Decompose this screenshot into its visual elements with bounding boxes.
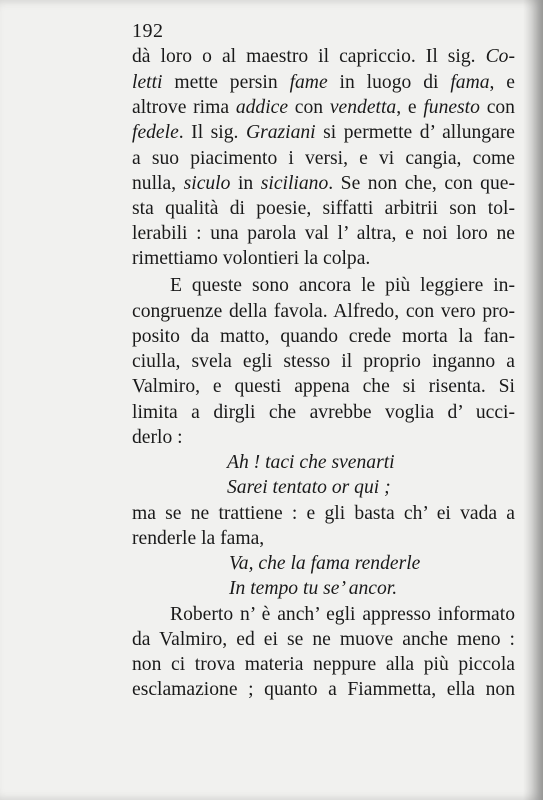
page-number: 192 (132, 20, 164, 42)
text-segment: ciulla, svela egli stesso il proprio inganno a (132, 351, 515, 372)
text-line-1 (132, 45, 515, 69)
text-line-7 (132, 197, 515, 221)
text-segment: renderle la fama, (132, 528, 265, 549)
text-segment: ma se ne trattiene : e gli basta ch’ ei vada a (132, 503, 515, 524)
verse-line-3: Va, che la fama renderle (229, 553, 421, 574)
text-segment: nulla, (132, 173, 184, 194)
text-line-4 (132, 121, 515, 145)
text-segment: derlo : (132, 427, 183, 448)
text-segment: E queste sono ancora le più leggiere in- (170, 275, 515, 296)
text-line-13 (132, 350, 515, 374)
text-segment: , e (396, 97, 424, 118)
text-segment: con (479, 97, 515, 118)
text-line-8 (132, 222, 515, 246)
text-line-3 (132, 96, 515, 120)
text-segment: Valmiro, e questi appena che si risenta. Si (132, 376, 515, 397)
text-segment: dà loro o al maestro il capriccio. Il sig. (132, 46, 486, 67)
text-line-9 (132, 247, 515, 271)
text-segment: in (230, 173, 261, 194)
text-segment-italic: fama (450, 72, 490, 93)
page-edge-shadow (523, 0, 543, 800)
text-segment: sta qualità di poesie, siffatti arbitrii son tol- (132, 198, 515, 219)
text-line-19 (132, 502, 515, 526)
text-segment-italic: fedele (132, 122, 179, 143)
text-segment-italic: vendetta (329, 97, 397, 118)
text-segment: con (288, 97, 330, 118)
text-segment: lerabili : una parola val l’ altra, e noi loro ne (132, 223, 515, 244)
text-line-11 (132, 300, 515, 324)
text-segment: si permette d’ allungare (315, 122, 516, 143)
text-segment: Roberto n’ è anch’ egli appresso informato (170, 604, 515, 625)
text-line-5 (132, 147, 515, 171)
text-segment: a suo piacimento i versi, e vi cangia, come (132, 148, 515, 169)
text-line-14 (132, 375, 515, 399)
text-segment-italic: siciliano (260, 173, 329, 194)
text-line-12 (132, 325, 515, 349)
text-segment: non ci trova materia neppure alla più piccola (132, 654, 515, 675)
text-segment: esclamazione ; quanto a Fiammetta, ella non (132, 679, 515, 700)
text-segment-italic: Graziani (245, 122, 316, 143)
text-line-23 (170, 603, 515, 627)
text-segment: limita a dirgli che avrebbe voglia d’ ucci- (132, 402, 515, 423)
text-segment: da Valmiro, ed ei se ne muove anche meno : (132, 629, 515, 650)
text-segment: mette persin (162, 72, 290, 93)
text-line-15 (132, 401, 515, 425)
text-segment-italic: siculo (183, 173, 231, 194)
text-segment: in luogo di (327, 72, 451, 93)
text-segment: posito da matto, quando crede morta la fan- (132, 326, 515, 347)
text-segment: , e (489, 72, 515, 93)
text-segment: rimettiamo volontieri la colpa. (132, 248, 371, 269)
text-line-20 (132, 527, 515, 551)
text-line-26 (132, 678, 515, 702)
text-segment: altrove rima (132, 97, 236, 118)
text-line-2 (132, 71, 515, 95)
text-segment: congruenze della favola. Alfredo, con vero pro- (132, 301, 515, 322)
text-segment-italic: letti (132, 72, 163, 93)
text-segment: . Se non che, con que- (328, 173, 515, 194)
text-line-25 (132, 653, 515, 677)
text-line-10 (170, 274, 515, 298)
text-segment-italic: Co- (485, 46, 515, 67)
verse-line-4: In tempo tu se’ ancor. (229, 578, 398, 599)
text-line-6 (132, 172, 515, 196)
text-segment-italic: fame (289, 72, 328, 93)
verse-line-1: Ah ! taci che svenarti (227, 452, 395, 473)
text-segment: . Il sig. (178, 122, 246, 143)
verse-line-2: Sarei tentato or qui ; (227, 477, 391, 498)
text-line-16 (132, 426, 515, 450)
text-line-24 (132, 628, 515, 652)
text-segment-italic: funesto (423, 97, 480, 118)
text-segment-italic: addice (235, 97, 289, 118)
